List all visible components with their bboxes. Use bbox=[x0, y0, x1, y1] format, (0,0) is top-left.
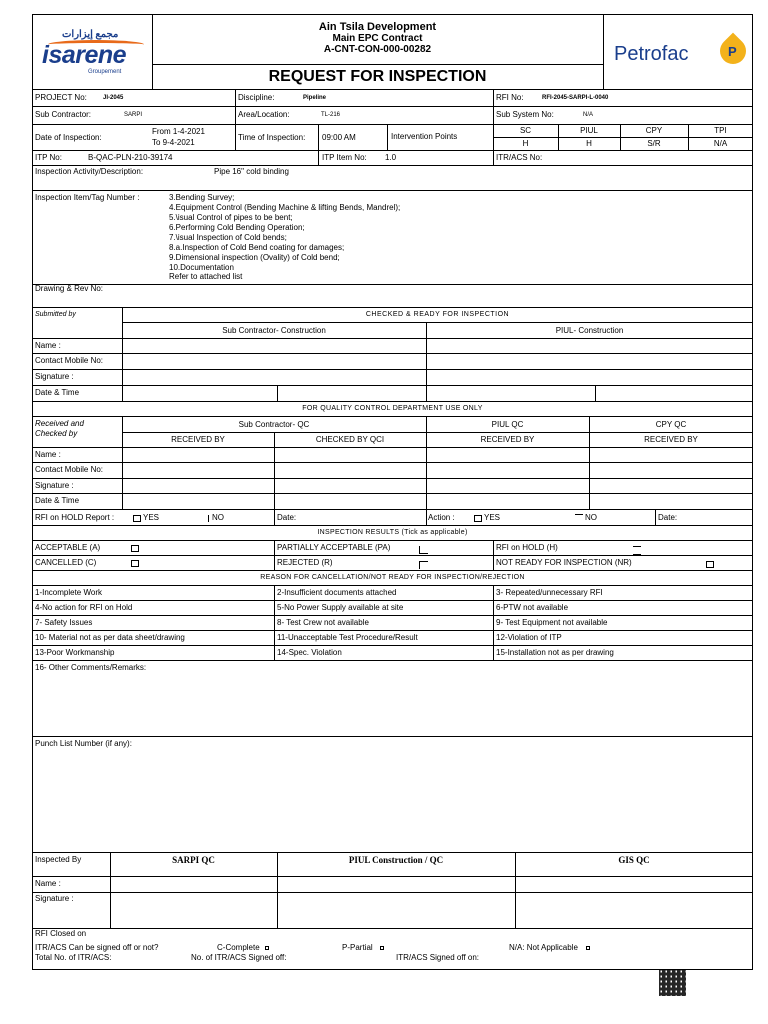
on-hold-checkbox[interactable] bbox=[633, 546, 641, 555]
on-hold-label: RFI on HOLD (H) bbox=[496, 543, 558, 552]
signed-off-count-label: No. of ITR/ACS Signed off: bbox=[191, 953, 287, 962]
tag-line: 7.\isual Inspection of Cold bends; bbox=[169, 233, 287, 242]
time-label: Time of Inspection: bbox=[238, 133, 306, 142]
action-yes-checkbox[interactable] bbox=[474, 515, 482, 522]
itp-label: ITP No: bbox=[35, 153, 62, 162]
qr-code-icon bbox=[659, 969, 686, 996]
date-from: From 1-4-2021 bbox=[152, 127, 205, 136]
point-value-cpy: S/R bbox=[647, 139, 661, 148]
qc-received-label: Received and bbox=[35, 419, 84, 428]
cancelled-checkbox[interactable] bbox=[131, 560, 139, 567]
na-option: N/A: Not Applicable bbox=[509, 943, 578, 952]
results-band: INSPECTION RESULTS (Tick as applicable) bbox=[317, 529, 468, 536]
inspected-by-label: Inspected By bbox=[35, 855, 82, 864]
reason-item: 15-Installation not as per drawing bbox=[496, 648, 614, 657]
rejected-checkbox[interactable] bbox=[419, 561, 428, 569]
point-header-sc: SC bbox=[519, 126, 532, 135]
partial-option-checkbox[interactable] bbox=[380, 946, 384, 950]
partial-option: P-Partial bbox=[342, 943, 373, 952]
form-title: REQUEST FOR INSPECTION bbox=[268, 68, 487, 85]
reason-item: 14-Spec. Violation bbox=[277, 648, 342, 657]
other-comments-label: 16- Other Comments/Remarks: bbox=[35, 663, 147, 672]
hold-report-label: RFI on HOLD Report : bbox=[35, 513, 115, 522]
project-value: JI-2045 bbox=[103, 95, 124, 101]
cancelled-label: CANCELLED (C) bbox=[35, 558, 97, 567]
signoff-name-label: Name : bbox=[35, 879, 61, 888]
contract-number: A-CNT-CON-000-00282 bbox=[323, 44, 432, 55]
submitted-label: Submitted by bbox=[35, 311, 76, 318]
signoff-signature-label: Signature : bbox=[35, 894, 74, 903]
point-value-piul: H bbox=[586, 139, 592, 148]
na-checkbox[interactable] bbox=[586, 946, 590, 950]
date-to: To 9-4-2021 bbox=[152, 138, 195, 147]
rfi-label: RFI No: bbox=[496, 93, 524, 102]
reason-item: 1-Incomplete Work bbox=[35, 588, 102, 597]
qc-cpy-header: CPY QC bbox=[655, 420, 687, 429]
submitted-date-label: Date & Time bbox=[35, 388, 80, 397]
hold-no-label: NO bbox=[212, 513, 224, 522]
hold-no-checkbox[interactable] bbox=[208, 515, 209, 522]
action-date-label: Date: bbox=[658, 513, 678, 522]
piul-qc-header: PIUL Construction / QC bbox=[348, 855, 444, 865]
reason-item: 11-Unacceptable Test Procedure/Result bbox=[277, 633, 418, 642]
reasons-band: REASON FOR CANCELLATION/NOT READY FOR INSPECTION/REJECTION bbox=[260, 574, 525, 581]
reason-item: 10- Material not as per data sheet/drawing bbox=[35, 633, 185, 642]
tag-line: 9.Dimensional inspection (Ovality) of Cold bend; bbox=[169, 253, 340, 262]
total-itr-label: Total No. of ITR/ACS: bbox=[35, 953, 112, 962]
logo-name: isarene bbox=[42, 41, 127, 69]
logo-arabic-text: مجمع إيزارات bbox=[62, 29, 119, 40]
contract-line: Main EPC Contract bbox=[332, 33, 423, 44]
action-no-checkbox[interactable] bbox=[575, 514, 583, 515]
not-ready-checkbox[interactable] bbox=[706, 561, 714, 568]
hold-yes-checkbox[interactable] bbox=[133, 515, 141, 522]
rfi-value: RFI-2045-SARPI-L-0040 bbox=[542, 95, 609, 101]
qc-piul-header: PIUL QC bbox=[491, 420, 524, 429]
tag-line: 4.Equipment Control (Bending Machine & lifting Bends, Mandrel); bbox=[169, 203, 401, 212]
tag-line: 10.Documentation bbox=[169, 263, 234, 272]
hold-date-label: Date: bbox=[277, 513, 297, 522]
area-value: TL-216 bbox=[321, 112, 341, 118]
qc-mobile-label: Contact Mobile No: bbox=[35, 465, 104, 474]
sarpi-qc-header: SARPI QC bbox=[172, 855, 215, 865]
reason-item: 13-Poor Workmanship bbox=[35, 648, 115, 657]
qc-date-label: Date & Time bbox=[35, 496, 80, 505]
acceptable-label: ACCEPTABLE (A) bbox=[35, 543, 101, 552]
drawing-label: Drawing & Rev No: bbox=[35, 284, 104, 293]
point-header-cpy: CPY bbox=[645, 126, 663, 135]
acceptable-checkbox[interactable] bbox=[131, 545, 139, 552]
discipline-label: Discipline: bbox=[238, 93, 275, 102]
company-line: Ain Tsila Development bbox=[318, 21, 437, 33]
hold-yes-label: YES bbox=[143, 513, 160, 522]
petrofac-wordmark: Petrofac bbox=[614, 43, 689, 65]
reason-item: 4-No action for RFI on Hold bbox=[35, 603, 133, 612]
tag-line: 6.Performing Cold Bending Operation; bbox=[169, 223, 305, 232]
project-label: PROJECT No: bbox=[35, 93, 87, 102]
submitted-signature-label: Signature : bbox=[35, 372, 74, 381]
itr-signoff-question: ITR/ACS Can be signed off or not? bbox=[35, 943, 159, 952]
tag-line: 5.\isual Control of pipes to be bent; bbox=[169, 213, 293, 222]
gis-qc-header: GIS QC bbox=[618, 855, 650, 865]
itr-label: ITR/ACS No: bbox=[496, 153, 543, 162]
reason-item: 12-Violation of ITP bbox=[496, 633, 562, 642]
point-header-piul: PIUL bbox=[580, 126, 598, 135]
point-value-tpi: N/A bbox=[713, 139, 728, 148]
qc-sub-header: Sub Contractor- QC bbox=[238, 420, 310, 429]
itp-value: B-QAC-PLN-210-39174 bbox=[88, 153, 173, 162]
reason-item: 9- Test Equipment not available bbox=[496, 618, 608, 627]
checked-ready-band: CHECKED & READY FOR INSPECTION bbox=[365, 311, 510, 318]
not-ready-label: NOT READY FOR INSPECTION (NR) bbox=[496, 558, 632, 567]
partial-checkbox[interactable] bbox=[419, 546, 428, 554]
reason-item: 3- Repeated/unnecessary RFI bbox=[496, 588, 603, 597]
reason-item: 7- Safety Issues bbox=[35, 618, 93, 627]
rejected-label: REJECTED (R) bbox=[277, 558, 333, 567]
qc-checked-label: Checked by bbox=[35, 429, 78, 438]
submitted-mobile-label: Contact Mobile No: bbox=[35, 356, 104, 365]
qc-received-by-1: RECEIVED BY bbox=[171, 435, 225, 444]
tag-line: Refer to attached list bbox=[169, 272, 243, 281]
subcontractor-label: Sub Contractor: bbox=[35, 110, 92, 119]
petrofac-glyph: P bbox=[728, 44, 737, 59]
tag-label: Inspection Item/Tag Number : bbox=[35, 193, 140, 202]
tag-line: 3.Bending Survey; bbox=[169, 193, 235, 202]
activity-value: Pipe 16" cold binding bbox=[214, 167, 289, 176]
punch-list-label: Punch List Number (if any): bbox=[35, 739, 132, 748]
reason-item: 5-No Power Supply available at site bbox=[277, 603, 404, 612]
partial-label: PARTIALLY ACCEPTABLE (PA) bbox=[277, 543, 391, 552]
subcontractor-value: SARPI bbox=[124, 112, 143, 118]
qc-signature-label: Signature : bbox=[35, 481, 74, 490]
qc-name-label: Name : bbox=[35, 450, 61, 459]
complete-option: C-Complete bbox=[217, 943, 260, 952]
time-value: 09:00 AM bbox=[322, 133, 356, 142]
subsystem-value: N/A bbox=[583, 112, 594, 118]
qc-received-by-2: RECEIVED BY bbox=[480, 435, 535, 444]
action-no-label: NO bbox=[585, 513, 597, 522]
date-label: Date of Inspection: bbox=[35, 133, 102, 142]
discipline-value: Pipeline bbox=[303, 95, 327, 101]
sub-construction-header: Sub Contractor- Construction bbox=[222, 326, 326, 335]
area-label: Area/Location: bbox=[238, 110, 290, 119]
piul-construction-header: PIUL- Construction bbox=[555, 326, 624, 335]
qc-checked-by: CHECKED BY QCI bbox=[315, 435, 385, 444]
qc-band: FOR QUALITY CONTROL DEPARTMENT USE ONLY bbox=[302, 405, 483, 412]
qc-received-by-3: RECEIVED BY bbox=[644, 435, 698, 444]
point-header-tpi: TPI bbox=[714, 126, 727, 135]
reason-item: 2-Insufficient documents attached bbox=[277, 588, 397, 597]
intervention-label: Intervention Points bbox=[391, 132, 458, 141]
tag-line: 8.a.Inspection of Cold Bend coating for damages; bbox=[169, 243, 345, 252]
action-yes-label: YES bbox=[484, 513, 501, 522]
reason-item: 6-PTW not available bbox=[496, 603, 569, 612]
point-value-sc: H bbox=[522, 139, 529, 148]
rfi-closed-label: RFI Closed on bbox=[35, 929, 87, 938]
hold-action-label: Action : bbox=[428, 513, 455, 522]
subsystem-label: Sub System No: bbox=[496, 110, 554, 119]
complete-checkbox[interactable] bbox=[265, 946, 269, 950]
activity-label: Inspection Activity/Description: bbox=[35, 167, 144, 176]
logo-subtitle: Groupement bbox=[88, 69, 122, 75]
itp-item-label: ITP Item No: bbox=[322, 153, 367, 162]
itp-item-value: 1.0 bbox=[385, 153, 397, 162]
signed-off-date-label: ITR/ACS Signed off on: bbox=[396, 953, 480, 962]
submitted-name-label: Name : bbox=[35, 341, 61, 350]
reason-item: 8- Test Crew not available bbox=[277, 618, 369, 627]
